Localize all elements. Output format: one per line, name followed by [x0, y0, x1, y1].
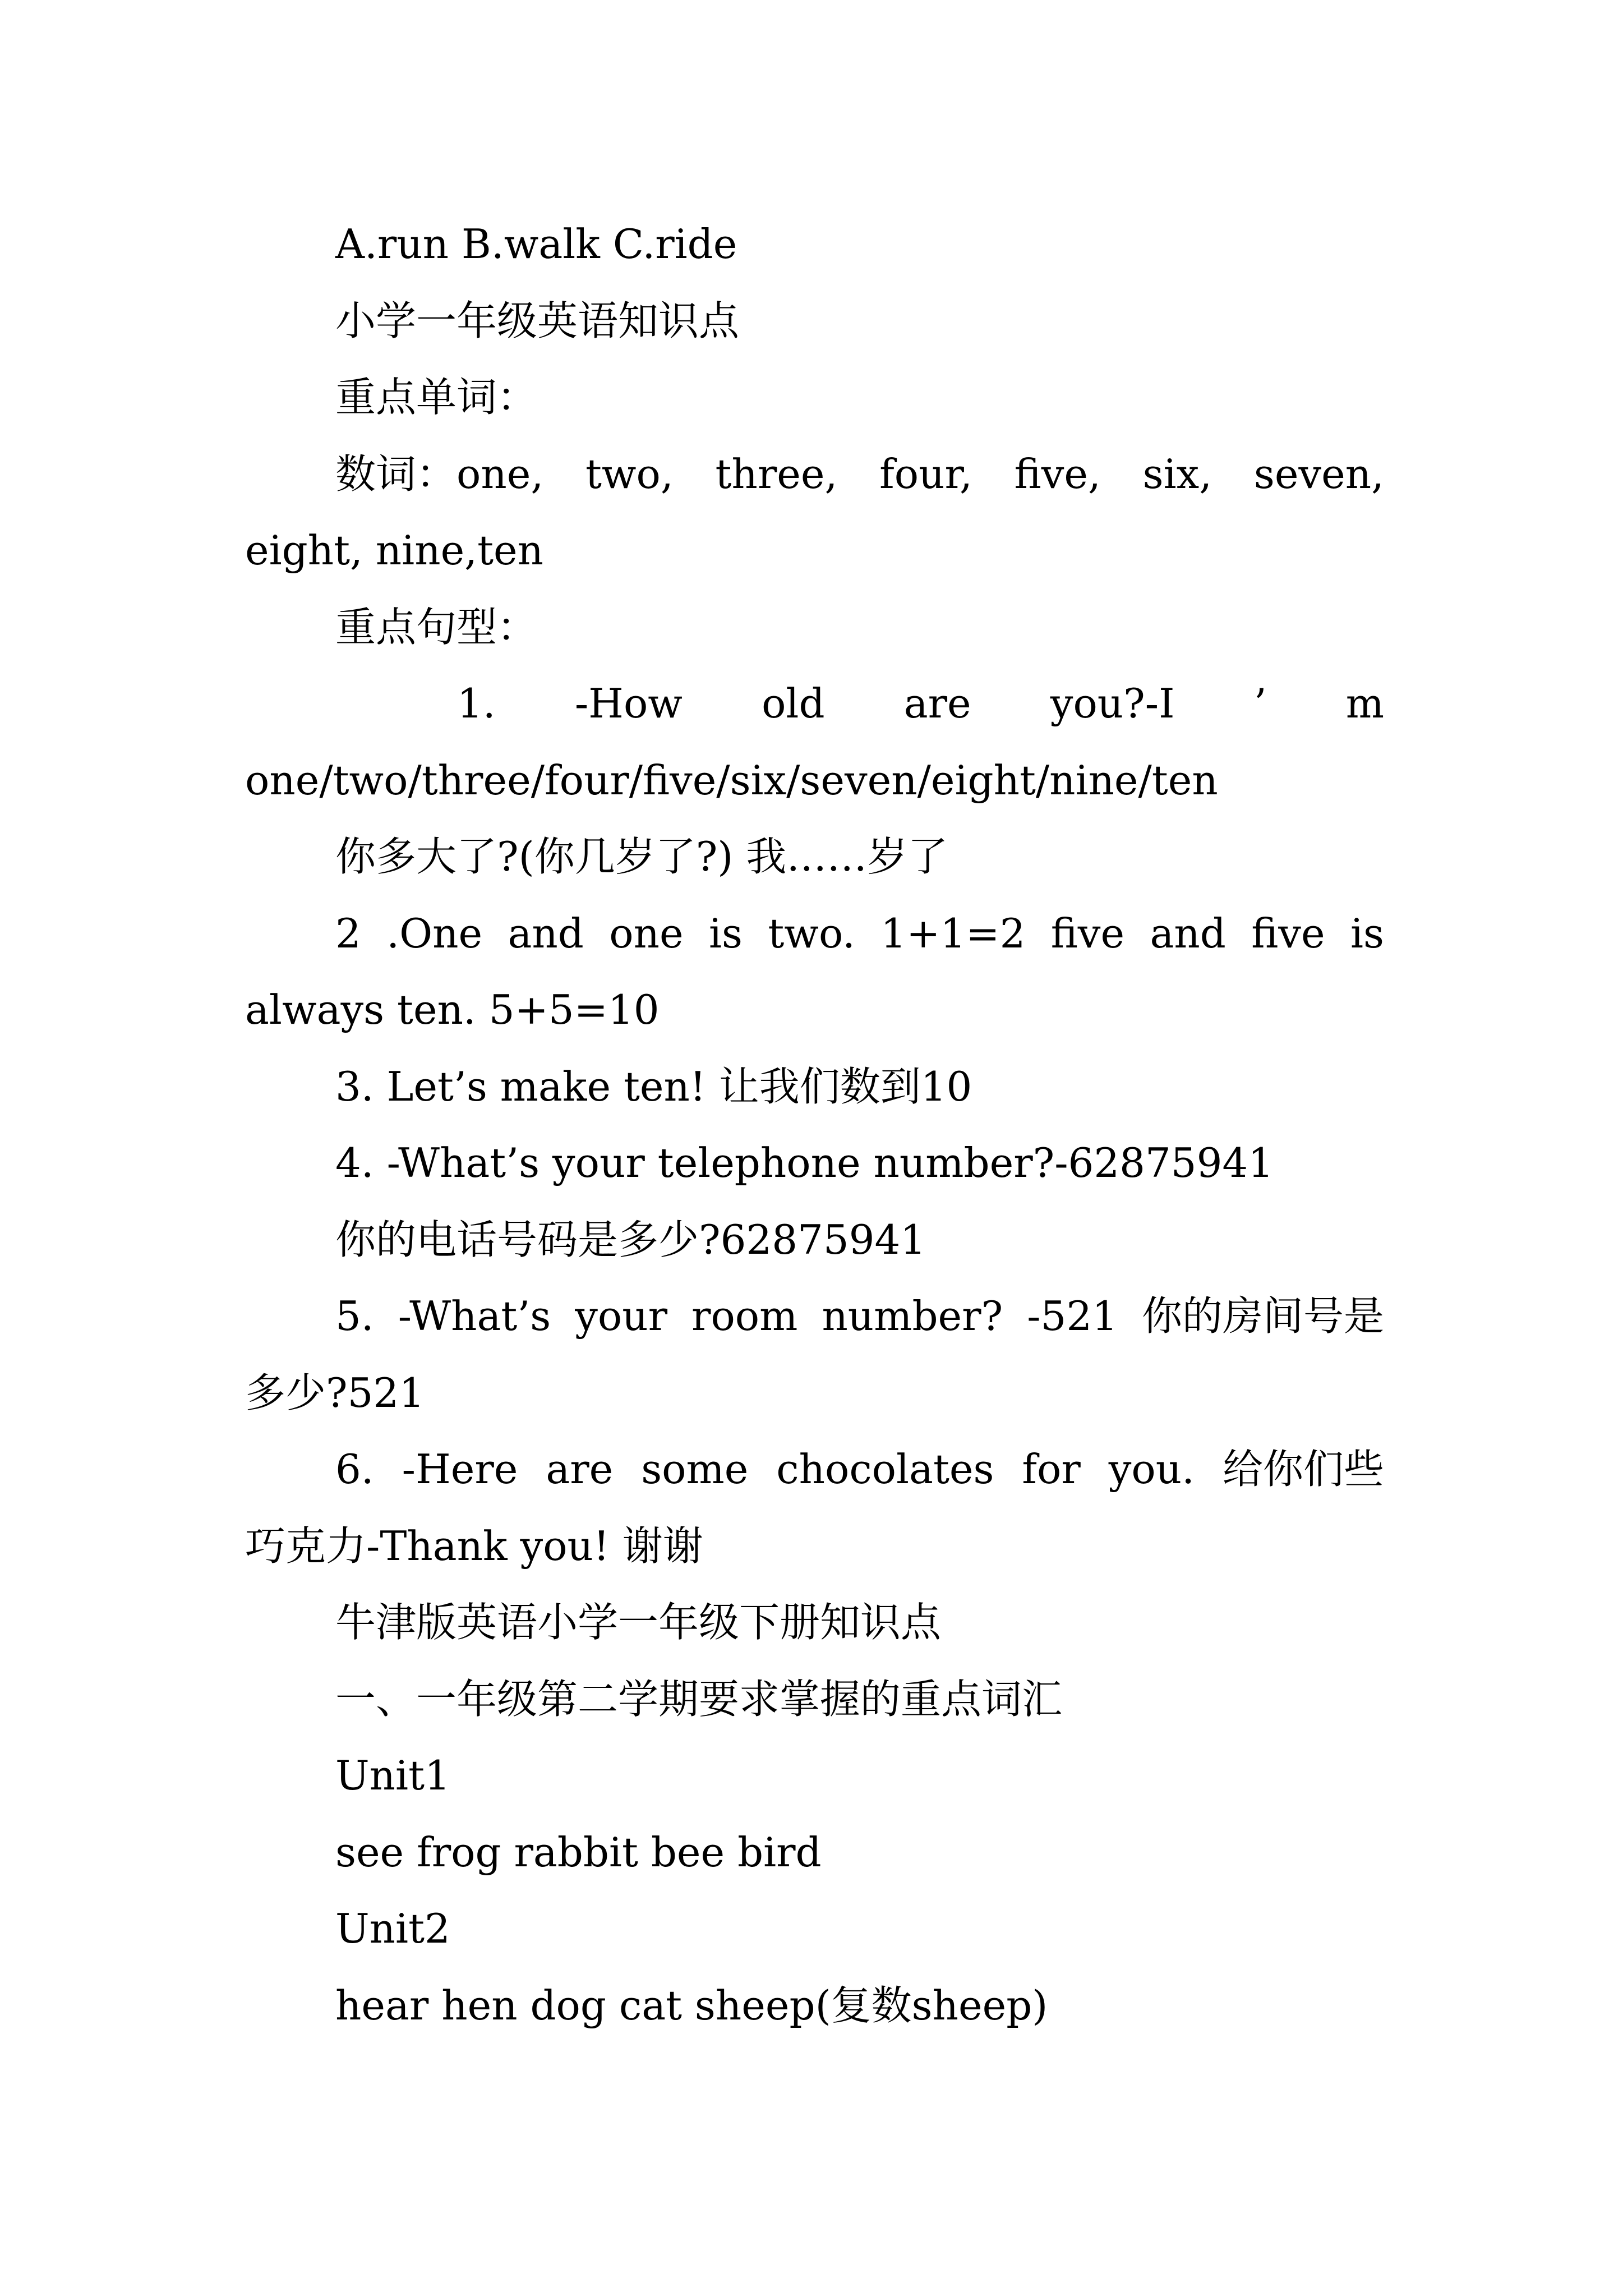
text-line-numerals-cont: eight, nine,ten: [245, 527, 543, 574]
text-line-sentence-4-translation: 你的电话号码是多少?62875941: [335, 1216, 926, 1263]
word: three,: [715, 450, 838, 498]
word: are: [903, 680, 971, 727]
word: chocolates: [776, 1446, 994, 1493]
word: number?: [822, 1292, 1003, 1340]
word: is: [1350, 910, 1384, 957]
text-line-sentence-2: [335, 908, 1384, 959]
word: m: [1345, 680, 1384, 727]
word: five: [1251, 910, 1325, 957]
text-line-numerals: [335, 449, 1384, 499]
word: -Here: [402, 1446, 518, 1493]
word: 给你们些: [1222, 1446, 1384, 1493]
text-line-sentence-6: [335, 1444, 1384, 1494]
word: one: [609, 910, 684, 957]
word: you?-I: [1050, 680, 1175, 727]
word: old: [762, 680, 825, 727]
heading-oxford-grade1-book2: 牛津版英语小学一年级下册知识点: [335, 1599, 942, 1646]
word: two.: [768, 910, 855, 957]
text-line-sentence-1-translation: 你多大了?(你几岁了?) 我……岁了: [335, 833, 948, 880]
word: -521: [1027, 1292, 1118, 1340]
heading-grade1-english-points: 小学一年级英语知识点: [335, 297, 740, 344]
word: five,: [1014, 450, 1101, 498]
word: six,: [1142, 450, 1212, 498]
word: 5.: [335, 1292, 374, 1340]
word: is: [709, 910, 743, 957]
heading-section-1-key-vocabulary: 一、一年级第二学期要求掌握的重点词汇: [335, 1676, 1063, 1723]
text-line-sentence-5-cont: 多少?521: [245, 1369, 425, 1416]
word: you.: [1108, 1446, 1195, 1493]
word: 1+1=2: [880, 910, 1026, 957]
text-line-sentence-5: [335, 1291, 1384, 1341]
word: 数词：one,: [335, 450, 544, 498]
heading-unit2: Unit2: [335, 1905, 450, 1952]
word: some: [641, 1446, 749, 1493]
heading-key-words: 重点单词：: [335, 374, 538, 421]
text-line-sentence-2-cont: always ten. 5+5=10: [245, 986, 660, 1033]
text-line-sentence-1: [457, 678, 1384, 729]
word: are: [546, 1446, 614, 1493]
word: five: [1050, 910, 1125, 957]
text-line-unit2-words: hear hen dog cat sheep(复数sheep): [335, 1982, 1048, 2029]
word: seven,: [1253, 450, 1384, 498]
text-line-unit1-words: see frog rabbit bee bird: [335, 1829, 822, 1876]
word: and: [508, 910, 584, 957]
text-line-sentence-6-cont: 巧克力-Thank you! 谢谢: [245, 1522, 703, 1570]
heading-key-sentences: 重点句型：: [335, 604, 538, 651]
word: -How: [574, 680, 683, 727]
word: for: [1022, 1446, 1081, 1493]
word: and: [1150, 910, 1226, 957]
text-line-answer-options: A.run B.walk C.ride: [335, 220, 737, 268]
word: 6.: [335, 1446, 374, 1493]
word: 1.: [457, 680, 496, 727]
word: your: [575, 1292, 668, 1340]
word: -What’s: [398, 1292, 551, 1340]
text-line-sentence-3: 3. Let’s make ten! 让我们数到10: [335, 1063, 972, 1110]
text-line-sentence-4: 4. -What’s your telephone number?-62875941: [335, 1139, 1274, 1186]
word: .One: [386, 910, 483, 957]
word: 你的房间号是: [1141, 1292, 1384, 1340]
word: room: [691, 1292, 798, 1340]
word: ’: [1253, 680, 1267, 727]
word: two,: [585, 450, 674, 498]
heading-unit1: Unit1: [335, 1752, 450, 1799]
text-line-sentence-1-cont: one/two/three/four/five/six/seven/eight/nine/ten: [245, 757, 1218, 804]
word: 2: [335, 910, 361, 957]
word: four,: [879, 450, 972, 498]
